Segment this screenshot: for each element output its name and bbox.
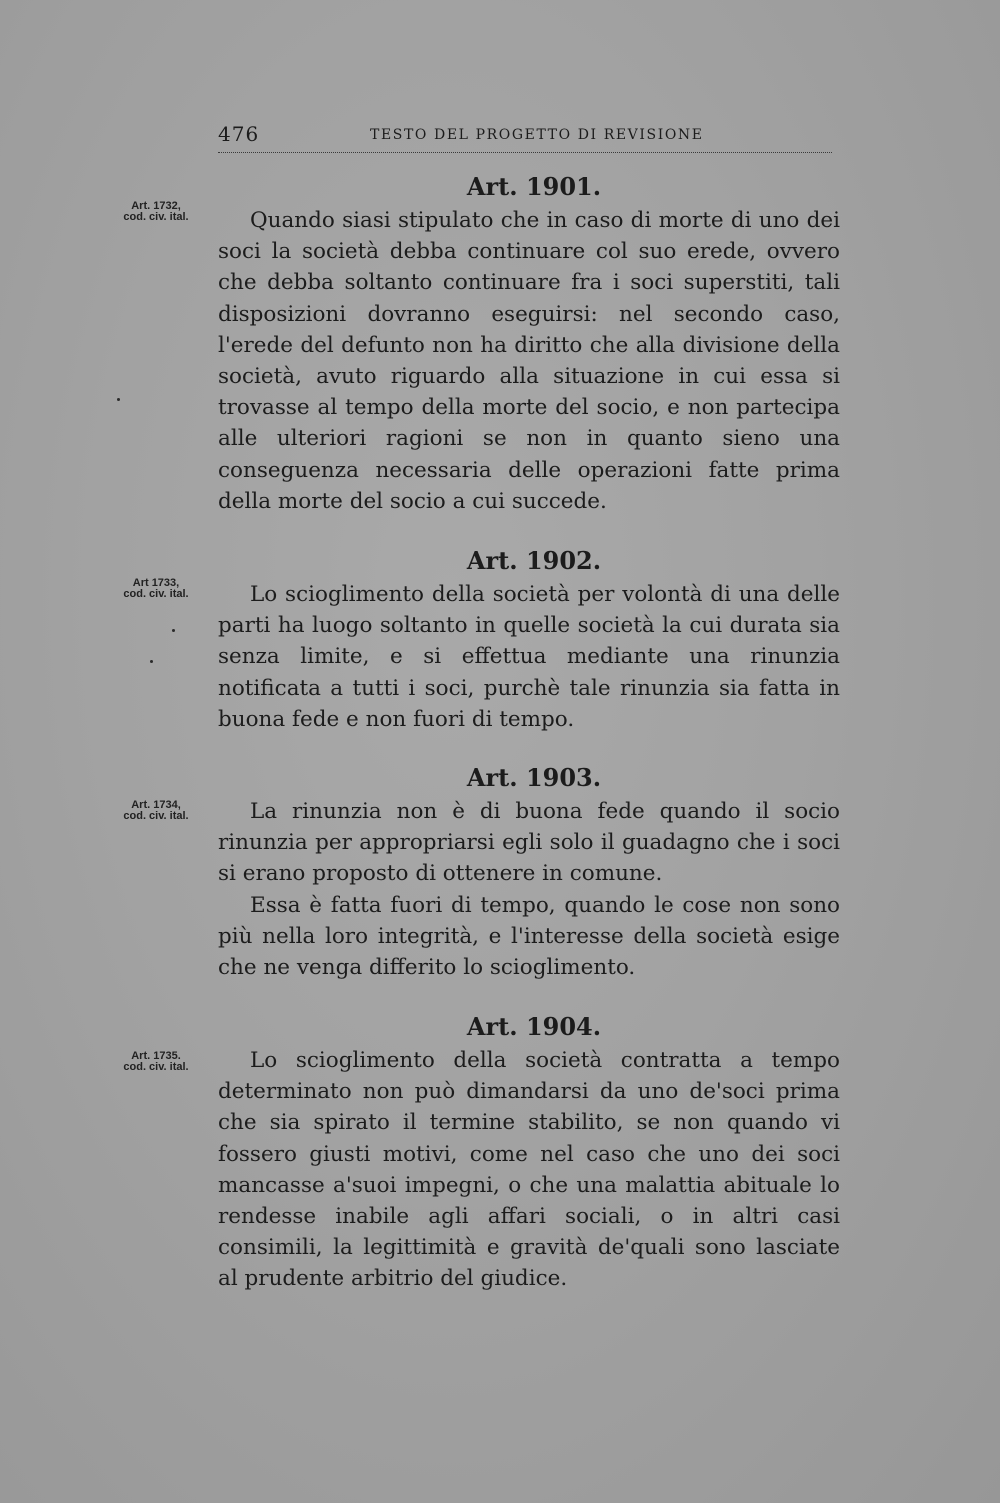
page-header [218,122,832,153]
margin-note-art-1904 [106,1051,206,1073]
margin-note-line: Art. 1734, [131,799,181,811]
margin-note-line: cod. civ. ital. [123,810,189,822]
margin-note-line: Art 1733, [132,577,180,589]
print-speck [117,398,120,401]
page-number: 476 [218,122,260,146]
print-speck [150,660,153,663]
article-1901 [218,172,840,517]
margin-note-line: cod. civ. ital. [123,211,189,223]
margin-note-line: cod. civ. ital. [123,588,189,600]
margin-note-art-1902 [106,578,206,600]
margin-note-line: Art. 1735. [131,1050,181,1062]
article-paragraph: Lo scioglimento della società contratta a tempo determinato non può dimandarsi da uno de'soci prima che sia spirato il termine stabilito, se non quando vi fossero giusti motivi, come nel caso che uno dei soci mancasse a'suoi impegni, o che una malattia abituale lo rendesse inabile agli affari sociali, o in altri casi consimili, la legittimità e gravità de'quali sono lasciate al prudente arbitrio del giudice. [218,1048,840,1292]
article-title: Art. 1903. [466,763,602,792]
article-paragraph: Quando siasi stipulato che in caso di morte di uno dei soci la società debba continuare col suo erede, ovvero che debba soltanto continuare fra i soci superstiti, tali disposizioni dovranno eseguirsi: nel secondo caso, l'erede del defunto non ha diritto che alla divisione della società, avuto riguardo alla situazione in cui essa si trovasse al tempo della morte del socio, e non partecipa alle ulteriori ragioni se non in quanto sieno una conseguenza necessaria delle operazioni fatte prima della morte del socio a cui succede. [218,208,840,514]
article-title: Art. 1904. [466,1012,602,1041]
article-paragraph: La rinunzia non è di buona fede quando il socio rinunzia per appropriarsi egli solo il guadagno che i soci si erano proposto di ottenere in comune. [218,799,840,887]
margin-note-art-1903 [106,800,206,822]
article-paragraph: Lo scioglimento della società per volontà di una delle parti ha luogo soltanto in quelle società la cui durata sia senza limite, e si effettua mediante una rinunzia notificata a tutti i soci, purchè tale rinunzia sia fatta in buona fede e non fuori di tempo. [218,582,840,732]
article-title: Art. 1901. [466,172,602,201]
margin-note-line: cod. civ. ital. [123,1061,189,1073]
print-speck [172,629,175,632]
margin-note-art-1901 [106,201,206,223]
running-head: TESTO DEL PROGETTO DI REVISIONE [370,127,704,143]
article-1904 [218,1012,840,1295]
article-title: Art. 1902. [466,546,602,575]
margin-note-line: Art. 1732, [131,200,181,212]
article-1902 [218,546,840,735]
article-paragraph: Essa è fatta fuori di tempo, quando le cose non sono più nella loro integrità, e l'interesse della società esige che ne venga differito lo scioglimento. [218,892,840,981]
article-1903 [218,763,840,983]
